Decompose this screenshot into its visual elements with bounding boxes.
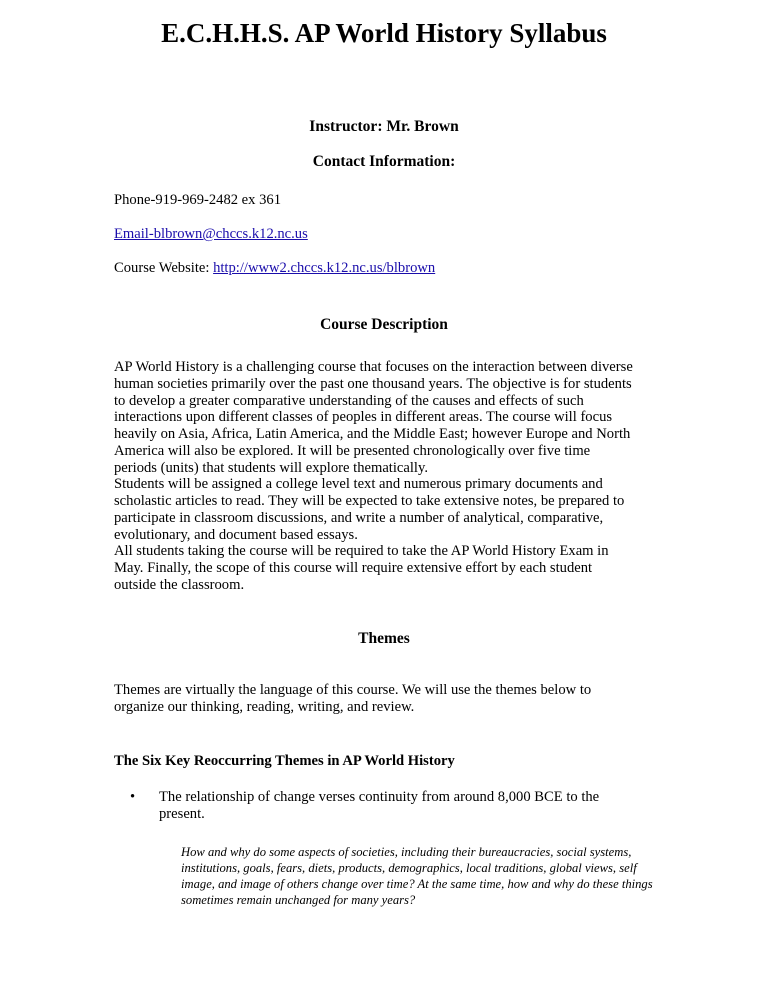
website-link[interactable]: http://www2.chccs.k12.nc.us/blbrown [213, 260, 436, 276]
paragraph-line: scholastic articles to read. They will be expected to take extensive notes, be prepared to [114, 493, 625, 509]
question-line: institutions, goals, fears, diets, products, demographics, local traditions, global views, self [181, 861, 637, 875]
paragraph-line: America will also be explored. It will be presented chronologically over five time [114, 442, 591, 459]
themes-intro [114, 682, 591, 716]
paragraph-line: Students will be assigned a college level text and numerous primary documents and [114, 476, 603, 493]
paragraph-line: to develop a greater comparative understanding of the causes and effects of such [114, 392, 584, 409]
paragraph-line: May. Finally, the scope of this course will require extensive effort by each student [114, 560, 593, 576]
document-title: E.C.H.H.S. AP World History Syllabus [161, 18, 607, 48]
bullet-line: The relationship of change verses continuity from around 8,000 BCE to the [159, 789, 600, 805]
question-line: sometimes remain unchanged for many years? [181, 893, 416, 907]
themes-heading: Themes [358, 630, 410, 647]
six-themes-heading: The Six Key Reoccurring Themes in AP World History [114, 753, 455, 769]
bullet-item [159, 789, 599, 823]
paragraph-line: periods (units) that students will explore thematically. [114, 459, 428, 476]
phone-line: Phone-919-969-2482 ex 361 [114, 192, 281, 208]
instructor-line: Instructor: Mr. Brown [309, 118, 459, 135]
course-description-heading: Course Description [320, 316, 448, 333]
question-line: How and why do some aspects of societies, including their bureaucracies, social systems, [181, 845, 632, 859]
website-line [114, 260, 435, 277]
paragraph-line: Themes are virtually the language of this course. We will use the themes below to [114, 682, 592, 698]
paragraph-line: heavily on Asia, Africa, Latin America, and the Middle East; however Europe and North [114, 426, 631, 442]
contact-heading: Contact Information: [312, 153, 456, 170]
bullet-icon: • [130, 789, 136, 805]
paragraph-line: organize our thinking, reading, writing, and review. [114, 698, 415, 715]
website-label: Course Website: [114, 260, 214, 276]
paragraph-line: AP World History is a challenging course that focuses on the interaction between diverse [114, 359, 633, 375]
question-line: image, and image of others change over time? At the same time, how and why do these things [181, 877, 653, 891]
paragraph-line: All students taking the course will be required to take the AP World History Exam in [114, 543, 609, 560]
paragraph-line: evolutionary, and document based essays. [114, 526, 358, 543]
theme-question [181, 844, 653, 908]
paragraph-line: outside the classroom. [114, 576, 245, 593]
paragraph-line: participate in classroom discussions, and write a number of analytical, comparative, [114, 509, 604, 526]
bullet-line: present. [159, 806, 205, 822]
email-link[interactable]: Email-blbrown@chccs.k12.nc.us [114, 226, 308, 242]
course-description [114, 359, 633, 594]
paragraph-line: interactions upon different classes of peoples in different areas. The course will focus [114, 409, 613, 426]
paragraph-line: human societies primarily over the past one thousand years. The objective is for students [114, 375, 632, 392]
